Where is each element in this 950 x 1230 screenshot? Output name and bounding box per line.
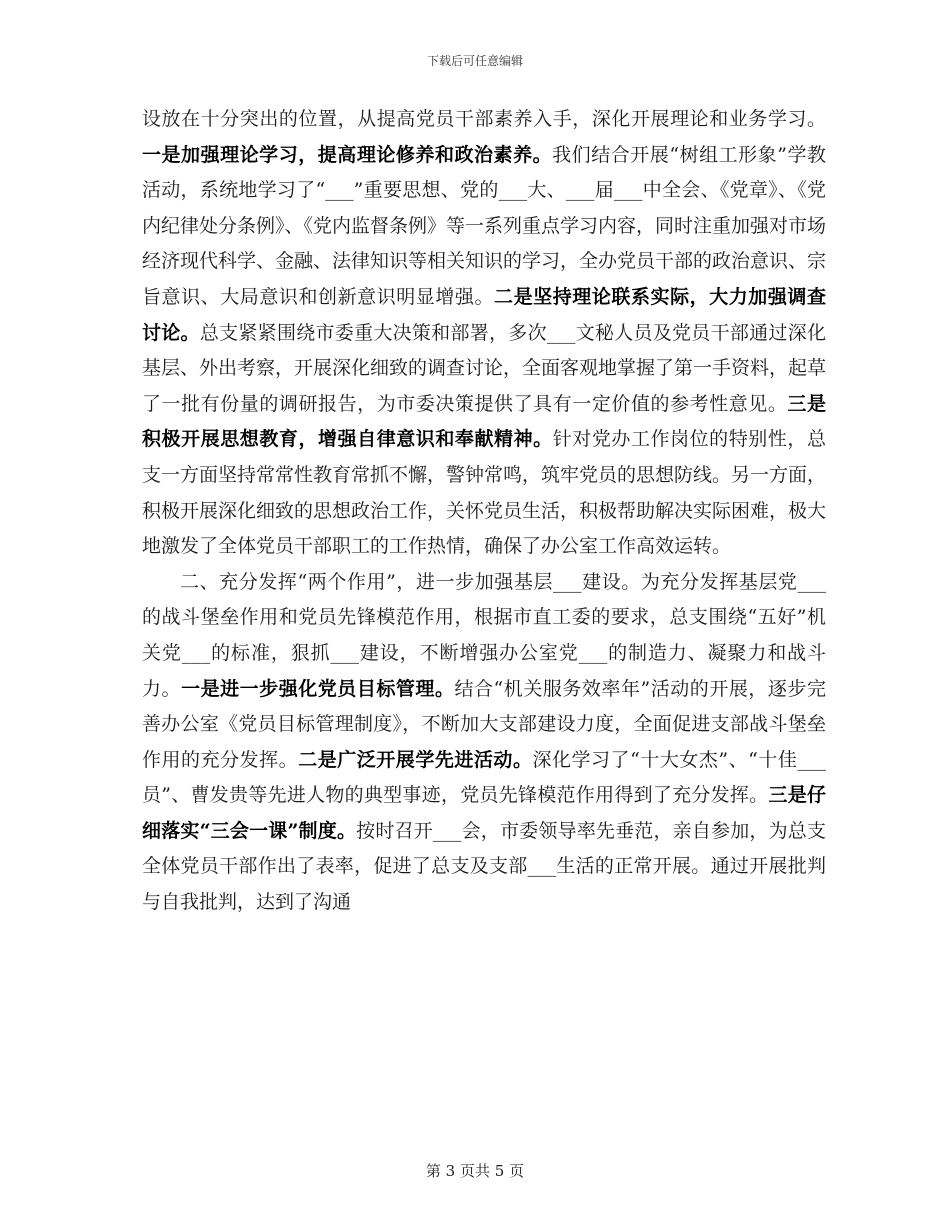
p1-text-1: 设放在十分突出的位置，从提高党员干部素养入手，深化开展理论和业务学习。 <box>142 108 826 130</box>
p1-heading-1: 一是加强理论学习，提高理论修养和政治素养。 <box>142 143 553 166</box>
paragraph-1 <box>142 102 826 565</box>
page-footer: 第 3 页共 5 页 <box>425 1162 525 1180</box>
p1-heading-3: 三是积极开展思想教育，增强自律意识和奉献精神。 <box>142 392 826 451</box>
p1-heading-2: 二是坚持理论联系实际，大力加强调查讨论。 <box>142 285 826 344</box>
p1-text-2: 我们结合开展“树组工形象”学教活动，系统地学习了“___”重要思想、党的___大、___届___中全会、《党章》、《党内纪律处分条例》、《党内监督条例》等一系列重点学习内容，同时注重加强对市场经济现代科学、金融、法律知识等相关知识的学习，全办党员干部的政治意识、宗旨意识、大局意识和创新意识明显增强。 <box>142 143 827 308</box>
p2-heading-2: 二是广泛开展学先进活动。 <box>298 748 533 771</box>
p2-heading-1: 一是进一步强化党员目标管理。 <box>181 677 455 700</box>
p1-text-3: 总支紧紧围绕市委重大决策和部署，多次___文秘人员及党员干部通过深化基层、外出考察，开展深化细致的调查讨论，全面客观地掌握了第一手资料，起草了一批有份量的调研报告，为市委决策提供了具有一定价值的参考性意见。 <box>142 321 827 415</box>
document-body <box>142 102 826 921</box>
p1-text-4: 针对党办工作岗位的特别性，总支一方面坚持常常性教育常抓不懈，警钟常鸣，筑牢党员的思想防线。另一方面，积极开展深化细致的思想政治工作，关怀党员生活，积极帮助解决实际困难，极大地激发了全体党员干部职工的工作热情，确保了办公室工作高效运转。 <box>142 428 827 558</box>
paragraph-2 <box>142 565 826 921</box>
p2-text-1: 二、充分发挥“两个作用”，进一步加强基层___建设。为充分发挥基层党___的战斗堡垒作用和党员先锋模范作用，根据市直工委的要求，总支围绕“五好”机关党___的标准，狠抓___建设，不断增强办公室党___的制造力、凝聚力和战斗力。 <box>142 570 826 700</box>
p2-text-2: 结合“机关服务效率年”活动的开展，逐步完善办公室《党员目标管理制度》，不断加大支部建设力度，全面促进支部战斗堡垒作用的充分发挥。 <box>142 677 826 771</box>
p2-text-4: 按时召开___会，市委领导率先垂范，亲自参加，为总支全体党员干部作出了表率，促进了总支及支部___生活的正常开展。通过开展批判与自我批判，达到了沟通 <box>142 819 826 914</box>
page-header: 下载后可任意编辑 <box>426 54 523 68</box>
p2-text-3: 深化学习了“十大女杰”、“十佳___员”、曹发贵等先进人物的典型事迹，党员先锋模范作用得到了充分发挥。 <box>142 748 826 807</box>
p2-heading-3: 三是仔细落实“三会一课”制度。 <box>142 784 826 842</box>
